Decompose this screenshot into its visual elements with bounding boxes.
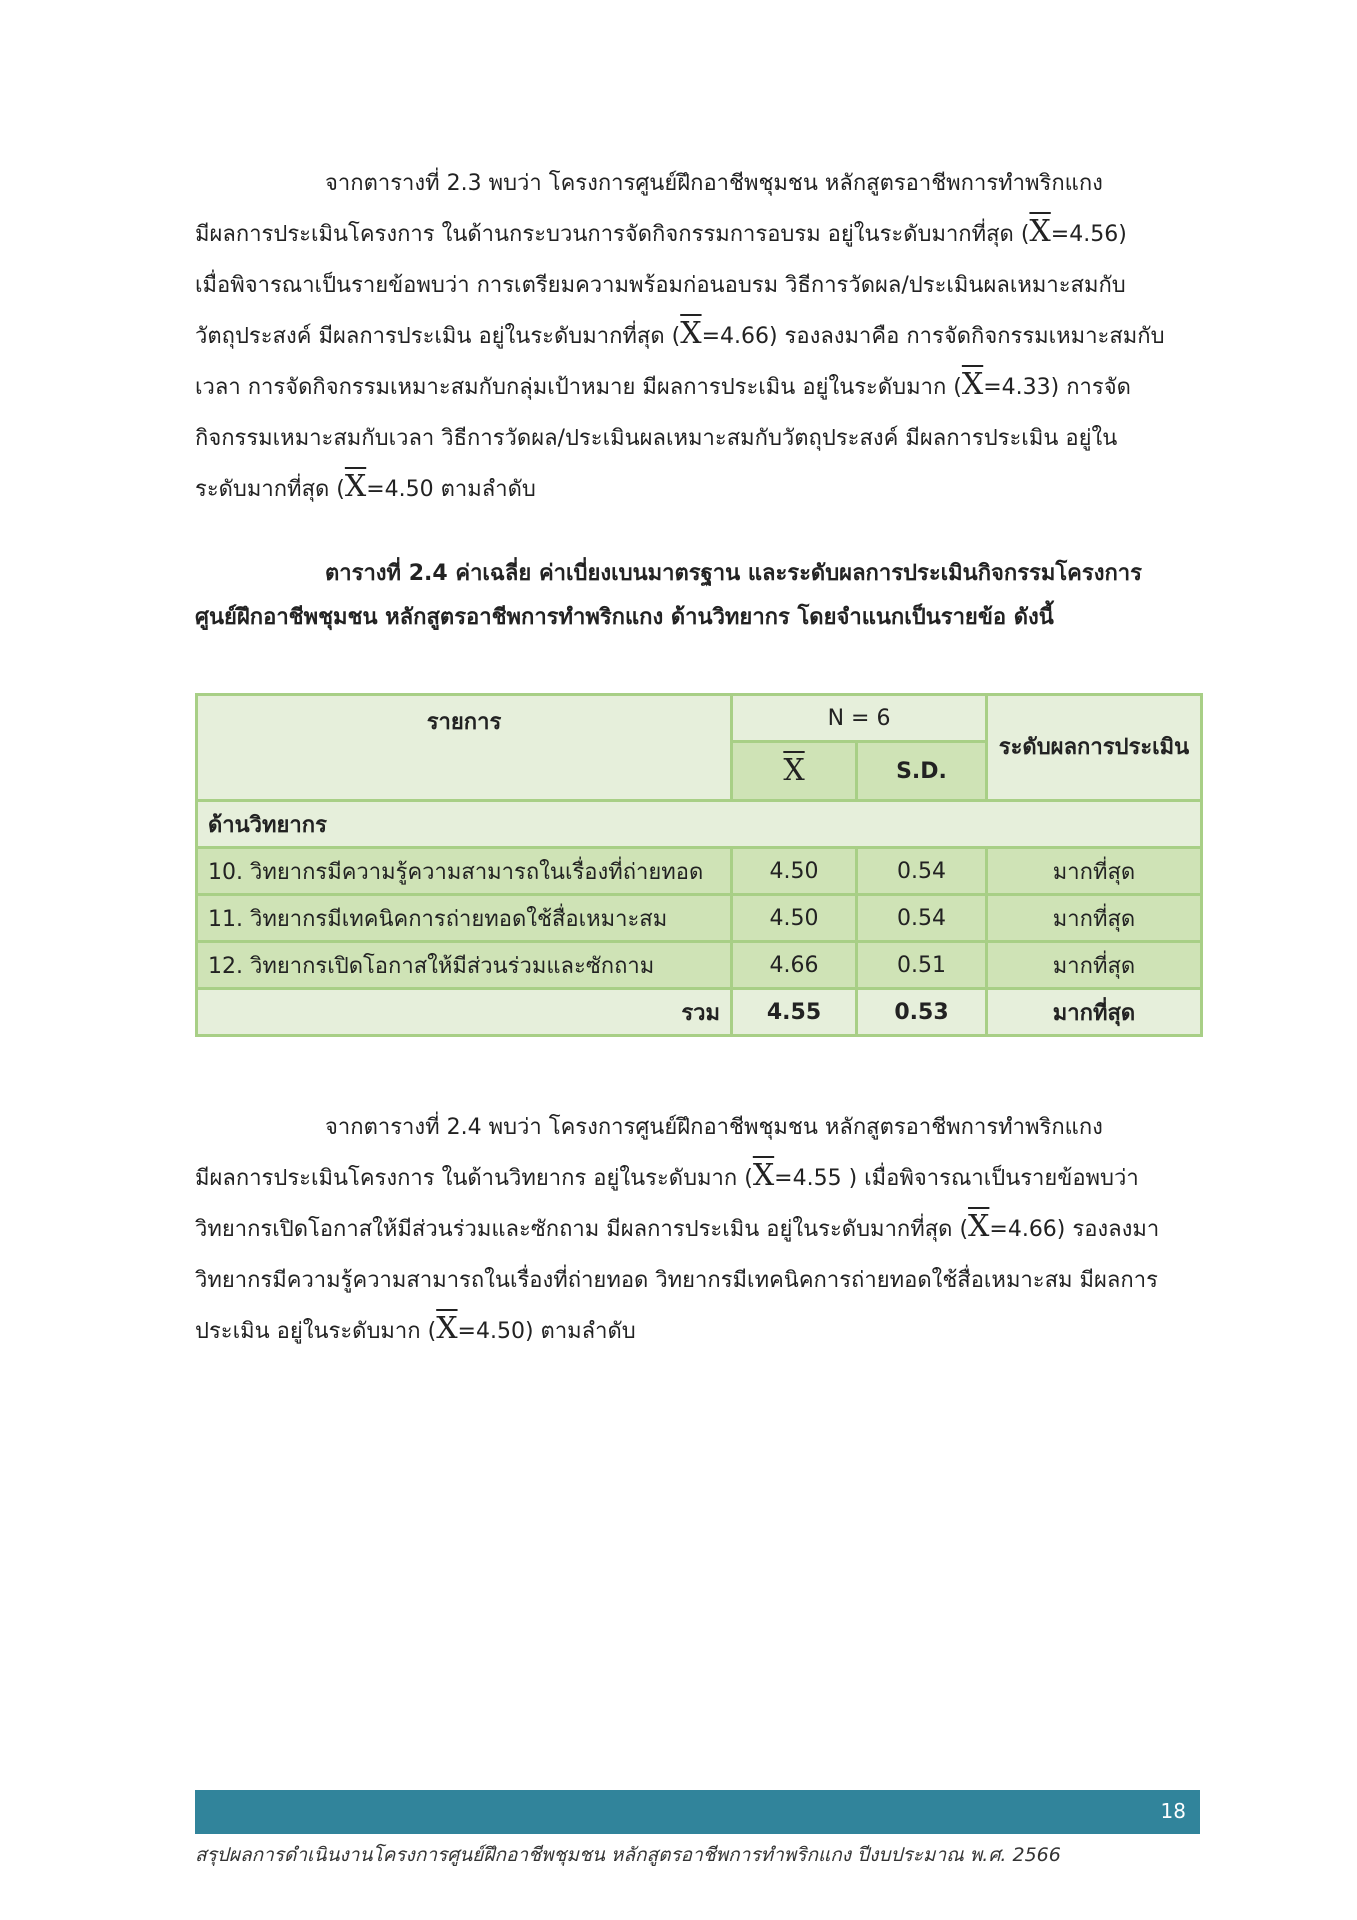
paragraph-line (195, 464, 1200, 515)
paragraph-text: ระดับมากที่สุด ( (195, 477, 345, 502)
header-sd: S.D. (857, 742, 987, 801)
paragraph-text: =4.56) (1050, 222, 1127, 247)
row-item: 11. วิทยากรมีเทคนิคการถ่ายทอดใช้สื่อเหมาะสม (197, 895, 732, 942)
paragraph-line: วิทยากรมีความรู้ความสามารถในเรื่องที่ถ่ายทอด วิทยากรมีเทคนิคการถ่ายทอดใช้สื่อเหมาะสม มีผลการ (195, 1268, 1158, 1293)
row-sd: 0.54 (857, 848, 987, 895)
total-label: รวม (197, 989, 732, 1036)
caption-line: ตารางที่ 2.4 ค่าเฉลี่ย ค่าเบี่ยงเบนมาตรฐาน และระดับผลการประเมินกิจกรรมโครงการ (325, 561, 1142, 586)
xbar-symbol: $\overline{X}$ (961, 367, 984, 402)
xbar-symbol: $\overline{X}$ (752, 1158, 775, 1193)
category-row (197, 801, 1202, 848)
paragraph-line (195, 209, 1200, 260)
header-mean (732, 742, 857, 801)
total-mean: 4.55 (732, 989, 857, 1036)
row-mean: 4.66 (732, 942, 857, 989)
paragraph-line (195, 1204, 1200, 1255)
paragraph-text: =4.33) การจัด (983, 375, 1131, 400)
header-item: รายการ (197, 695, 732, 801)
xbar-symbol: $\overline{X}$ (436, 1311, 458, 1346)
footer-text: สรุปผลการดำเนินงานโครงการศูนย์ฝึกอาชีพชุมชน หลักสูตรอาชีพการทำพริกแกง ปีงบประมาณ พ.ศ. 2566 (195, 1844, 1061, 1866)
table-caption (195, 552, 1200, 640)
paragraph-text: =4.50 ตามลำดับ (366, 477, 536, 502)
row-mean: 4.50 (732, 848, 857, 895)
row-item: 12. วิทยากรเปิดโอกาสให้มีส่วนร่วมและซักถาม (197, 942, 732, 989)
page-number: 18 (1160, 1799, 1186, 1823)
paragraph-text: วัตถุประสงค์ มีผลการประเมิน อยู่ในระดับมากที่สุด ( (195, 324, 681, 349)
table-row (197, 848, 1202, 895)
paragraph-table-2-3-summary (195, 158, 1200, 515)
total-row (197, 989, 1202, 1036)
paragraph-text: ประเมิน อยู่ในระดับมาก ( (195, 1319, 437, 1344)
paragraph-line (195, 362, 1200, 413)
paragraph-table-2-4-summary (195, 1102, 1200, 1357)
paragraph-text: =4.66) รองลงมาคือ การจัดกิจกรรมเหมาะสมกับ (701, 324, 1165, 349)
paragraph-text: =4.66) รองลงมา (989, 1217, 1160, 1242)
paragraph-line: จากตารางที่ 2.3 พบว่า โครงการศูนย์ฝึกอาชีพชุมชน หลักสูตรอาชีพการทำพริกแกง (325, 171, 1103, 196)
paragraph-line: กิจกรรมเหมาะสมกับเวลา วิธีการวัดผล/ประเมินผลเหมาะสมกับวัตถุประสงค์ มีผลการประเมิน อยู่ใน (195, 426, 1118, 451)
paragraph-line (195, 311, 1200, 362)
header-n: N = 6 (732, 695, 987, 742)
xbar-symbol: $\overline{X}$ (783, 753, 805, 788)
paragraph-text: วิทยากรเปิดโอกาสให้มีส่วนร่วมและซักถาม มีผลการประเมิน อยู่ในระดับมากที่สุด ( (195, 1217, 969, 1242)
total-level: มากที่สุด (987, 989, 1202, 1036)
paragraph-text: มีผลการประเมินโครงการ ในด้านกระบวนการจัดกิจกรรมการอบรม อยู่ในระดับมากที่สุด ( (195, 222, 1030, 247)
paragraph-line: เมื่อพิจารณาเป็นรายข้อพบว่า การเตรียมความพร้อมก่อนอบรม วิธีการวัดผล/ประเมินผลเหมาะสมกับ (195, 273, 1126, 298)
xbar-symbol: $\overline{X}$ (344, 469, 367, 504)
category-label: ด้านวิทยากร (197, 801, 1202, 848)
caption-line: ศูนย์ฝึกอาชีพชุมชน หลักสูตรอาชีพการทำพริกแกง ด้านวิทยากร โดยจำแนกเป็นรายข้อ ดังนี้ (195, 605, 1054, 630)
row-level: มากที่สุด (987, 942, 1202, 989)
row-item: 10. วิทยากรมีความรู้ความสามารถในเรื่องที่ถ่ายทอด (197, 848, 732, 895)
footer-bar (195, 1790, 1200, 1834)
paragraph-line (195, 1153, 1200, 1204)
table-header-row (197, 695, 1202, 742)
paragraph-line: จากตารางที่ 2.4 พบว่า โครงการศูนย์ฝึกอาชีพชุมชน หลักสูตรอาชีพการทำพริกแกง (325, 1115, 1103, 1140)
row-level: มากที่สุด (987, 895, 1202, 942)
total-sd: 0.53 (857, 989, 987, 1036)
row-mean: 4.50 (732, 895, 857, 942)
xbar-symbol: $\overline{X}$ (968, 1209, 990, 1244)
xbar-symbol: $\overline{X}$ (1029, 214, 1051, 249)
paragraph-text: มีผลการประเมินโครงการ ในด้านวิทยากร อยู่ในระดับมาก ( (195, 1166, 753, 1191)
evaluation-table (195, 693, 1203, 1037)
table-row (197, 895, 1202, 942)
row-level: มากที่สุด (987, 848, 1202, 895)
row-sd: 0.51 (857, 942, 987, 989)
paragraph-text: เวลา การจัดกิจกรรมเหมาะสมกับกลุ่มเป้าหมาย มีผลการประเมิน อยู่ในระดับมาก ( (195, 375, 962, 400)
row-sd: 0.54 (857, 895, 987, 942)
header-level: ระดับผลการประเมิน (987, 695, 1202, 801)
paragraph-text: =4.55 ) เมื่อพิจารณาเป็นรายข้อพบว่า (774, 1166, 1139, 1191)
xbar-symbol: $\overline{X}$ (680, 316, 702, 351)
table-row (197, 942, 1202, 989)
paragraph-text: =4.50) ตามลำดับ (457, 1319, 636, 1344)
paragraph-line (195, 1306, 1200, 1357)
